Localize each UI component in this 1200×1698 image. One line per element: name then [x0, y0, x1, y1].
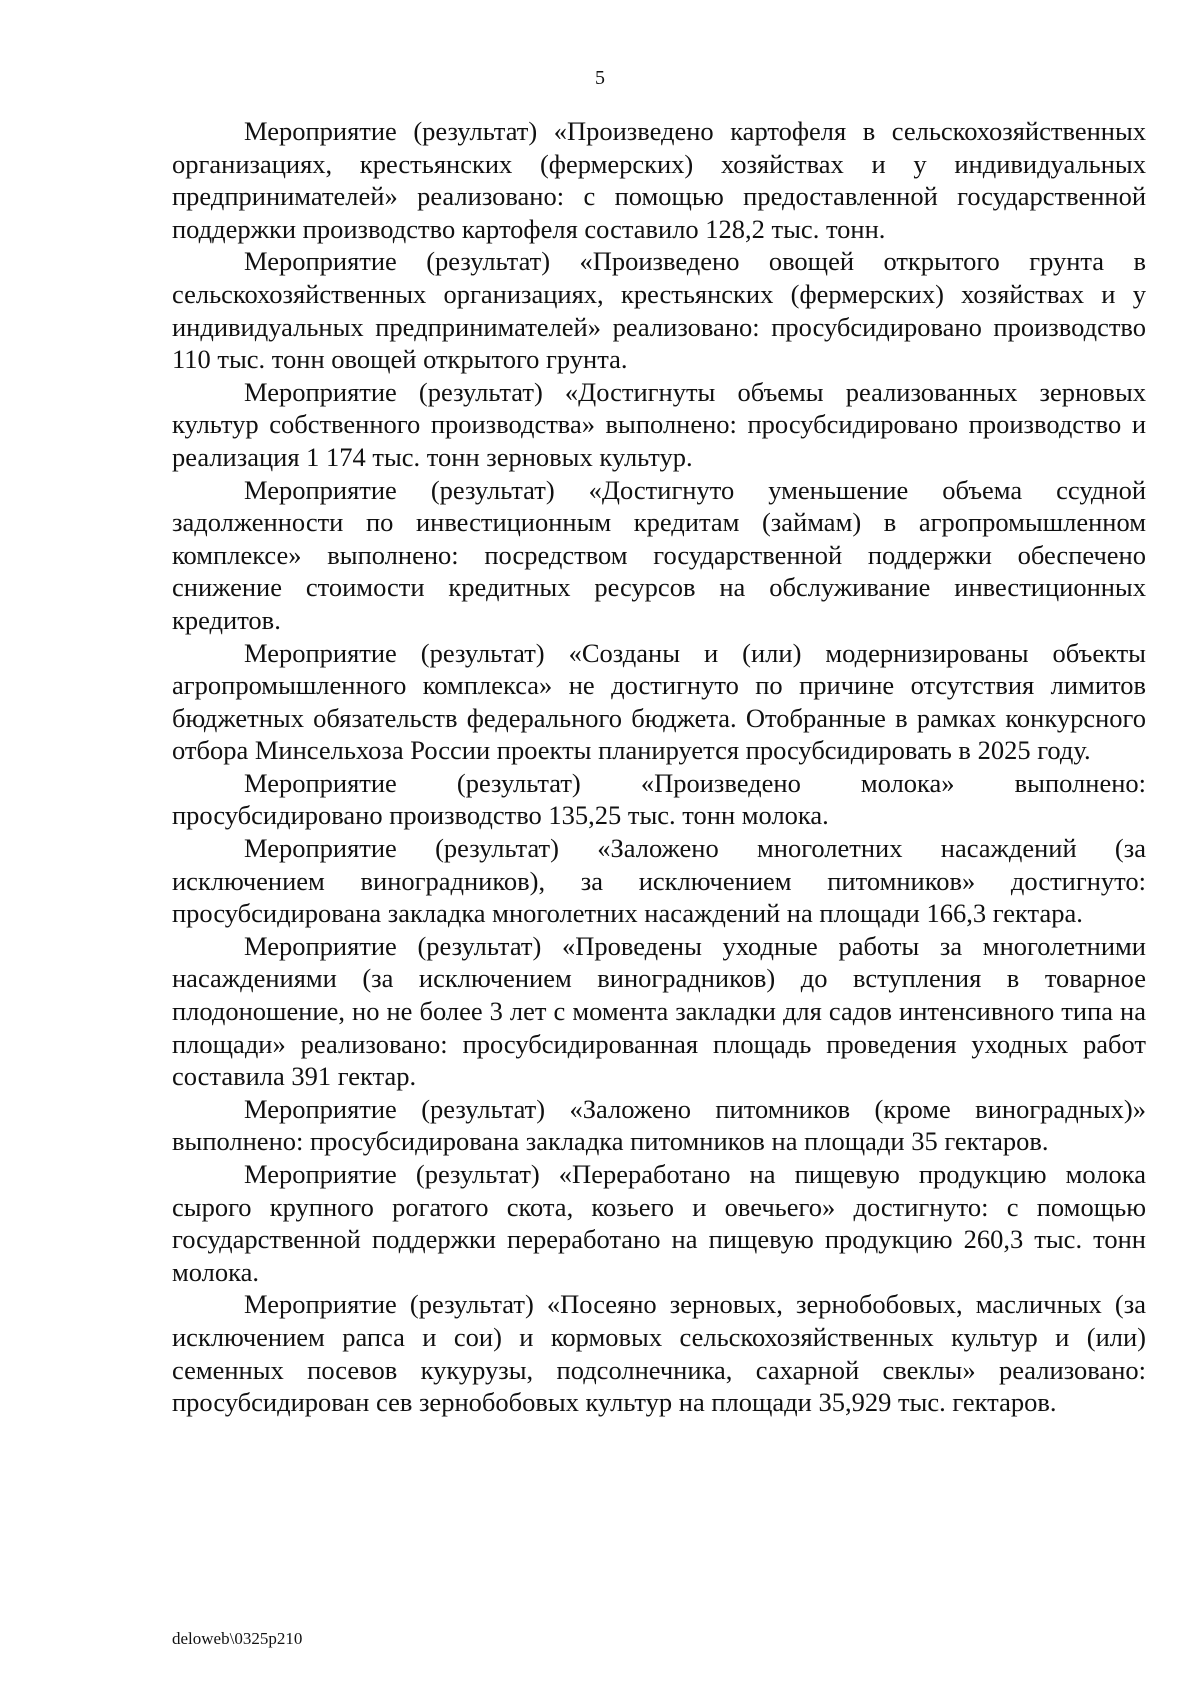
- paragraph-nurseries: Мероприятие (результат) «Заложено питомников (кроме виноградных)» выполнено: просубсидирована закладка питомников на площади 35 гектаров.: [172, 1093, 1146, 1157]
- paragraph-crop-sowing: Мероприятие (результат) «Посеяно зерновых, зернобобовых, масличных (за исключением рапса и сои) и кормовых сельскохозяйственных культур и (или) семенных посевов кукурузы, подсолнечника, сахарной свеклы» реализовано: просубсидирован сев зернобобовых культур на площади 35,929 тыс. гектаров.: [172, 1289, 1146, 1418]
- paragraph-milk-production: Мероприятие (результат) «Произведено молока» выполнено: просубсидировано производство 135,25 тыс. тонн молока.: [172, 767, 1146, 831]
- paragraph-agro-facilities: Мероприятие (результат) «Созданы и (или) модернизированы объекты агропромышленного комплекса» не достигнуто по причине отсутствия лимитов бюджетных обязательств федерального бюджета. Отобранные в рамках конкурсного отбора Минсельхоза России проекты планируется просубсидировать в 2025 году.: [172, 637, 1146, 766]
- paragraph-potato-production: Мероприятие (результат) «Произведено картофеля в сельскохозяйственных организациях, крестьянских (фермерских) хозяйствах и у индивидуальных предпринимателей» реализовано: с помощью предоставленной государственной поддержки производство картофеля составило 128,2 тыс. тонн.: [172, 116, 1146, 244]
- paragraph-loan-debt-reduction: Мероприятие (результат) «Достигнуто уменьшение объема ссудной задолженности по инвестиционным кредитам (займам) в агропромышленном комплексе» выполнено: посредством государственной поддержки обеспечено снижение стоимости кредитных ресурсов на обслуживание инвестиционных кредитов.: [172, 474, 1146, 635]
- paragraph-vegetables-production: Мероприятие (результат) «Произведено овощей открытого грунта в сельскохозяйственных организациях, крестьянских (фермерских) хозяйствах и у индивидуальных предпринимателей» реализовано: просубсидировано производство 110 тыс. тонн овощей открытого грунта.: [172, 246, 1146, 375]
- document-body: [172, 115, 1146, 1419]
- paragraph-grain-sales: Мероприятие (результат) «Достигнуты объемы реализованных зерновых культур собственного производства» выполнено: просубсидировано производство и реализация 1 174 тыс. тонн зерновых культур.: [172, 376, 1146, 472]
- paragraph-perennial-plantings: Мероприятие (результат) «Заложено многолетних насаждений (за исключением виноградников), за исключением питомников» достигнуто: просубсидирована закладка многолетних насаждений на площади 166,3 гектара.: [172, 833, 1146, 929]
- page-number: 5: [595, 67, 605, 89]
- paragraph-plantation-care: Мероприятие (результат) «Проведены уходные работы за многолетними насаждениями (за исключением виноградников) до вступления в товарное плодоношение, но не более 3 лет с момента закладки для садов интенсивного типа на площади» реализовано: просубсидированная площадь проведения уходных работ составила 391 гектар.: [172, 930, 1146, 1092]
- paragraph-milk-processing: Мероприятие (результат) «Переработано на пищевую продукцию молока сырого крупного рогатого скота, козьего и овечьего» достигнуто: с помощью государственной поддержки переработано на пищевую продукцию 260,3 тыс. тонн молока.: [172, 1159, 1146, 1287]
- document-footer-code: deloweb\0325p210: [172, 1629, 303, 1648]
